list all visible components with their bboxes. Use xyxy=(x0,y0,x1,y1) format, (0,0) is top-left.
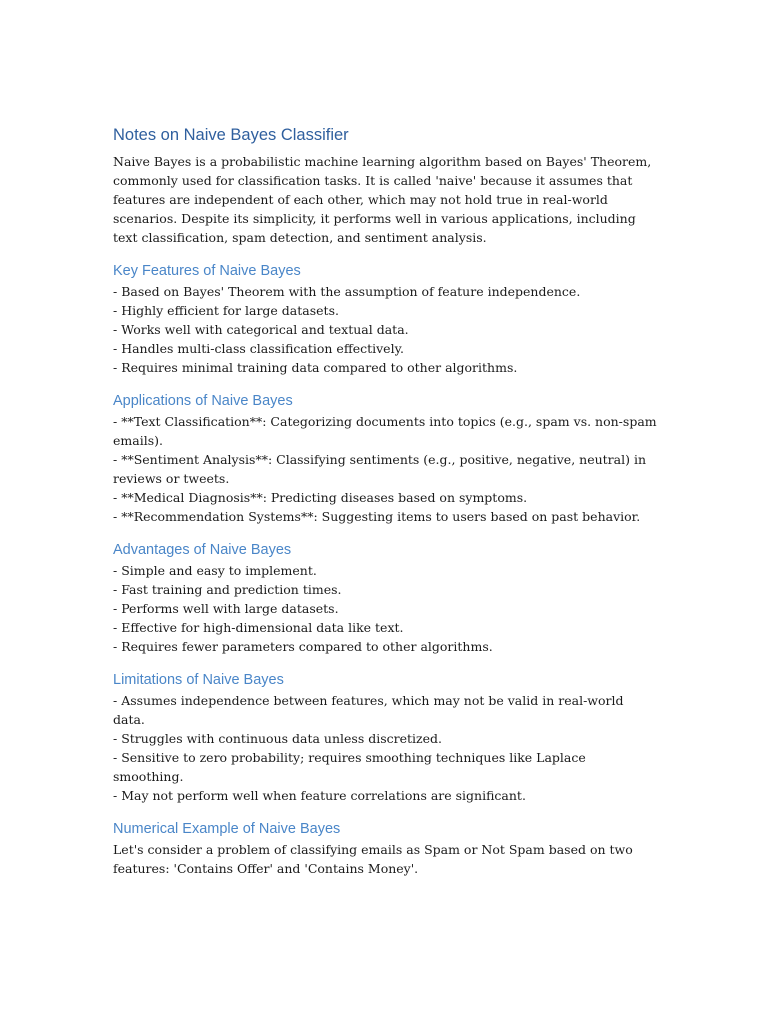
section-heading-applications: Applications of Naive Bayes xyxy=(113,393,293,409)
applications-list xyxy=(113,412,658,526)
list-item: - **Text Classification**: Categorizing documents into topics (e.g., spam vs. non-spam emails). xyxy=(113,414,657,448)
list-item: - Performs well with large datasets. xyxy=(113,601,339,616)
document-page xyxy=(113,124,658,878)
list-item: - **Medical Diagnosis**: Predicting diseases based on symptoms. xyxy=(113,490,528,505)
list-item: - May not perform well when feature correlations are significant. xyxy=(113,788,526,803)
list-item: - Handles multi-class classification effectively. xyxy=(113,341,404,356)
key-features-list xyxy=(113,282,658,377)
list-item: - Fast training and prediction times. xyxy=(113,582,342,597)
list-item: - **Recommendation Systems**: Suggesting items to users based on past behavior. xyxy=(113,509,641,524)
list-item: - Effective for high-dimensional data like text. xyxy=(113,620,404,635)
section-heading-numerical-example: Numerical Example of Naive Bayes xyxy=(113,821,341,837)
document-title: Notes on Naive Bayes Classifier xyxy=(113,126,349,144)
list-item: - Based on Bayes' Theorem with the assumption of feature independence. xyxy=(113,284,581,299)
limitations-list xyxy=(113,691,658,805)
advantages-list xyxy=(113,561,658,656)
section-heading-limitations: Limitations of Naive Bayes xyxy=(113,672,284,688)
list-item: - Assumes independence between features, which may not be valid in real-world data. xyxy=(113,693,624,727)
list-item: - Simple and easy to implement. xyxy=(113,563,317,578)
section-heading-advantages: Advantages of Naive Bayes xyxy=(113,542,292,558)
list-item: - Requires minimal training data compared to other algorithms. xyxy=(113,360,518,375)
list-item: - Requires fewer parameters compared to other algorithms. xyxy=(113,639,493,654)
intro-paragraph: Naive Bayes is a probabilistic machine learning algorithm based on Bayes' Theorem, commonly used for classification tasks. It is called 'naive' because it assumes that features are independent of each other, which may not hold true in real-world scenarios. Despite its simplicity, it performs well in various applications, including text classification, spam detection, and sentiment analysis. xyxy=(113,154,652,245)
list-item: - Struggles with continuous data unless discretized. xyxy=(113,731,442,746)
list-item: - Sensitive to zero probability; requires smoothing techniques like Laplace smoothing. xyxy=(113,750,586,784)
list-item: - Highly efficient for large datasets. xyxy=(113,303,339,318)
numerical-example-paragraph: Let's consider a problem of classifying emails as Spam or Not Spam based on two features: 'Contains Offer' and 'Contains Money'. xyxy=(113,842,633,876)
section-heading-key-features: Key Features of Naive Bayes xyxy=(113,263,301,279)
list-item: - **Sentiment Analysis**: Classifying sentiments (e.g., positive, negative, neutral) in reviews or tweets. xyxy=(113,452,646,486)
list-item: - Works well with categorical and textual data. xyxy=(113,322,409,337)
